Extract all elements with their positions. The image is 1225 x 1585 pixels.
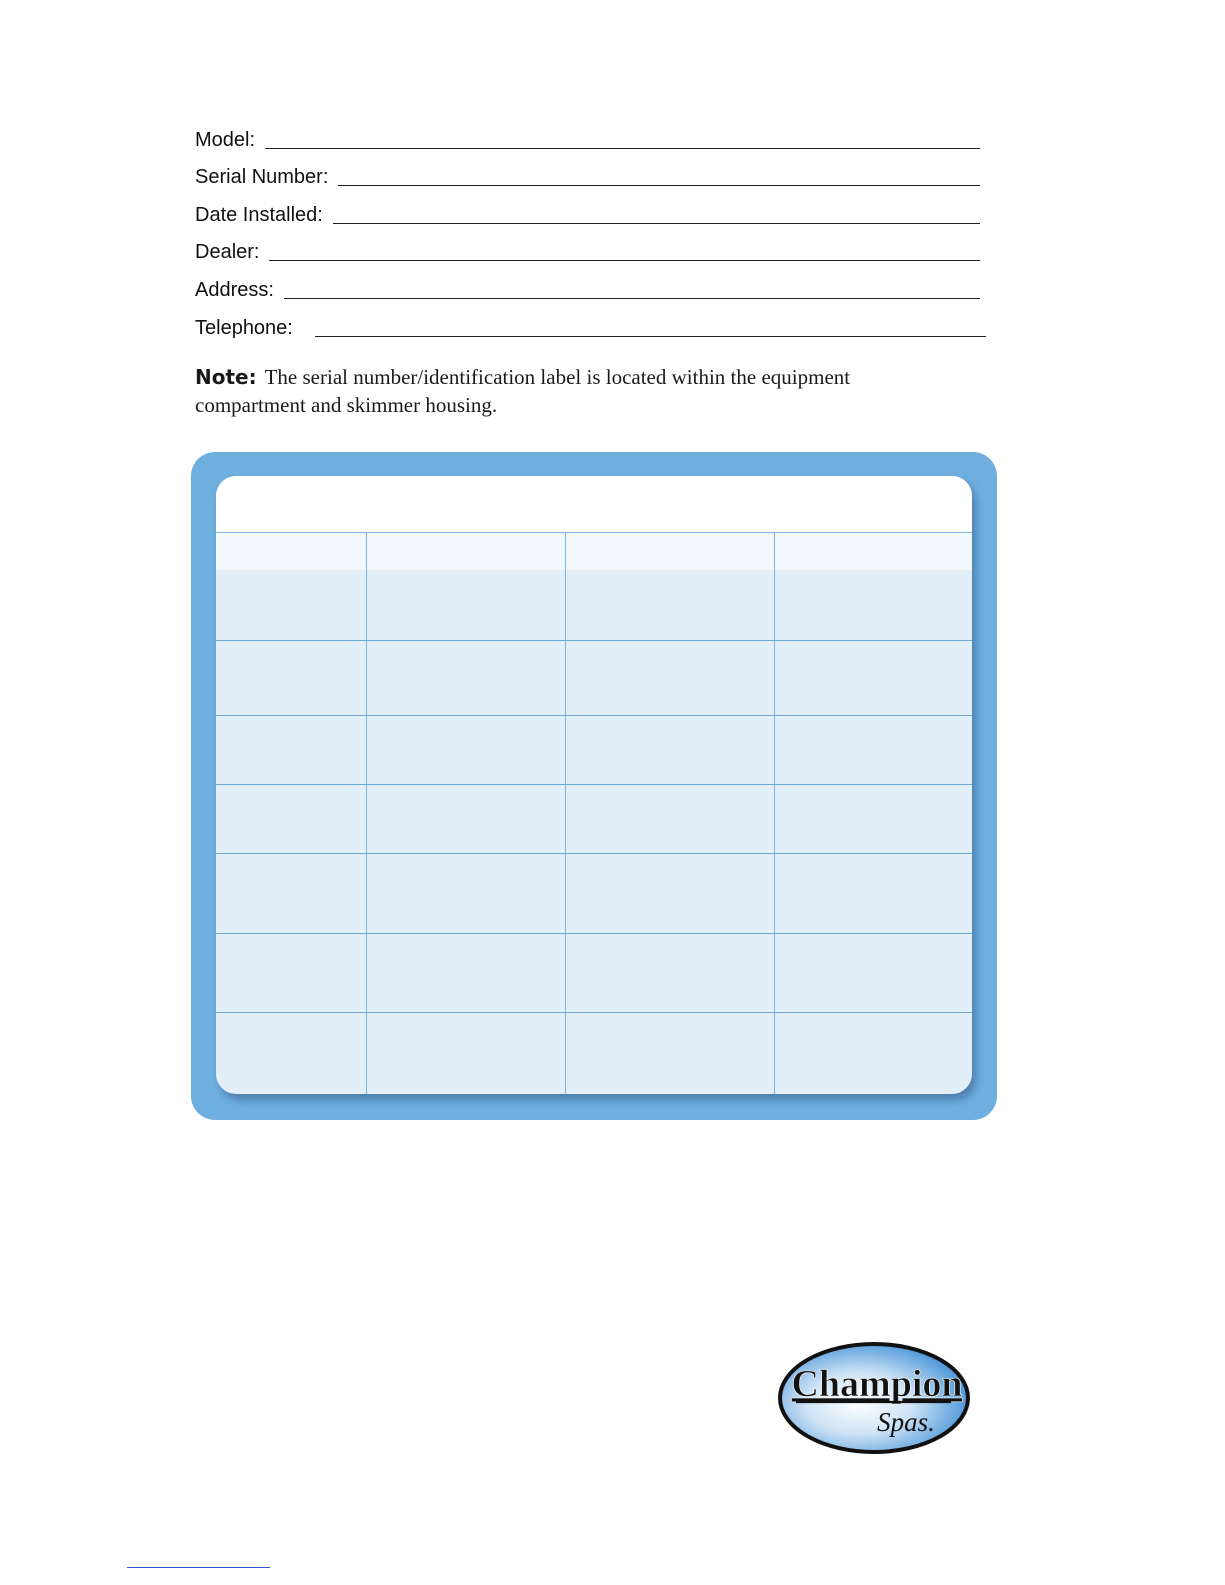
telephone-field[interactable]: [315, 314, 986, 337]
table-cell[interactable]: [216, 1013, 366, 1095]
serial-number-row: [195, 152, 980, 190]
address-label: Address:: [195, 278, 274, 301]
table-cell[interactable]: [565, 641, 774, 716]
table-cell[interactable]: [565, 785, 774, 854]
model-field[interactable]: [265, 126, 980, 149]
table-cell[interactable]: [774, 785, 972, 854]
date-installed-label: Date Installed:: [195, 203, 323, 226]
serial-number-label: Serial Number:: [195, 166, 329, 189]
table-row: [216, 641, 972, 716]
service-log-panel: [216, 476, 972, 1094]
table-cell[interactable]: [774, 1013, 972, 1095]
date-installed-row: [195, 189, 980, 227]
table-cell[interactable]: [774, 716, 972, 785]
installation-info-form: [195, 114, 980, 340]
table-cell[interactable]: [216, 785, 366, 854]
table-cell[interactable]: [216, 934, 366, 1013]
dealer-field[interactable]: [269, 238, 980, 261]
table-row: [216, 1013, 972, 1095]
table-cell[interactable]: [366, 716, 565, 785]
serial-label-note: [195, 363, 955, 419]
service-log-table: [216, 532, 972, 1094]
table-row: [216, 854, 972, 934]
table-cell[interactable]: [774, 570, 972, 641]
champion-spas-logo: [776, 1340, 972, 1456]
table-header-row: [216, 533, 972, 571]
table-row: [216, 785, 972, 854]
table-cell[interactable]: [774, 934, 972, 1013]
table-cell[interactable]: [366, 570, 565, 641]
table-cell[interactable]: [366, 785, 565, 854]
table-header-cell: [774, 533, 972, 571]
dealer-row: [195, 227, 980, 265]
table-cell[interactable]: [774, 854, 972, 934]
table-cell[interactable]: [216, 641, 366, 716]
table-cell[interactable]: [774, 641, 972, 716]
table-row: [216, 934, 972, 1013]
table-cell[interactable]: [216, 570, 366, 641]
table-row: [216, 716, 972, 785]
table-header-cell: [565, 533, 774, 571]
table-cell[interactable]: [366, 1013, 565, 1095]
model-row: [195, 114, 980, 152]
table-cell[interactable]: [565, 570, 774, 641]
service-log-header: [216, 476, 972, 532]
serial-number-field[interactable]: [338, 163, 980, 186]
table-row: [216, 570, 972, 641]
table-cell[interactable]: [565, 934, 774, 1013]
date-installed-field[interactable]: [333, 201, 980, 224]
table-cell[interactable]: [565, 716, 774, 785]
table-cell[interactable]: [216, 854, 366, 934]
table-header-cell: [216, 533, 366, 571]
dealer-label: Dealer:: [195, 241, 260, 264]
table-header-cell: [366, 533, 565, 571]
table-cell[interactable]: [565, 854, 774, 934]
logo-subtitle: Spas.: [877, 1407, 935, 1437]
model-label: Model:: [195, 128, 256, 151]
note-label: Note:: [195, 365, 257, 389]
address-row: [195, 264, 980, 302]
note-text: The serial number/identification label is located within the equipment compartment and skimmer housing.: [195, 365, 851, 417]
telephone-label: Telephone:: [195, 316, 293, 339]
footer-link-underline[interactable]: [127, 1567, 270, 1568]
table-cell[interactable]: [366, 934, 565, 1013]
table-cell[interactable]: [216, 716, 366, 785]
table-cell[interactable]: [366, 854, 565, 934]
address-field[interactable]: [284, 276, 980, 299]
logo-title: Champion: [791, 1363, 963, 1405]
table-cell[interactable]: [366, 641, 565, 716]
table-cell[interactable]: [565, 1013, 774, 1095]
telephone-row: [195, 302, 980, 340]
